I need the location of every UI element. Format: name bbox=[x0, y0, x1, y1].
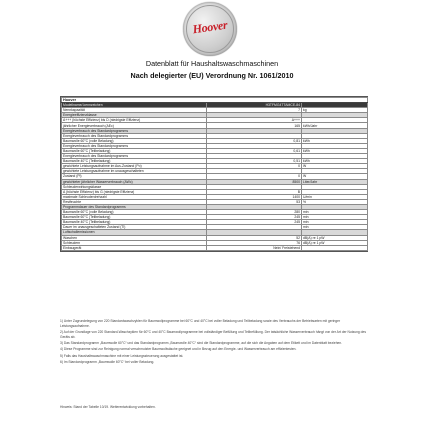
row-label: Schleuderwirkungsklasse bbox=[62, 184, 207, 189]
footnote: 1) Unter Zugrundelegung von 220 Standardwaschzyklen für Baumwollprogramme bei 60°C und 40°C bei voller Beladung und Teilbeladung sowie des Verbrauchs der Betriebsarten mit geringer Leistungsaufnahme. bbox=[60, 319, 341, 328]
row-unit: dB(A) re 1 pW bbox=[302, 235, 368, 240]
table-brand-label: Hoover bbox=[62, 98, 368, 103]
row-unit bbox=[302, 245, 368, 250]
row-label: jährlicher Energieverbrauch (AEc) bbox=[62, 123, 207, 128]
revision-note: Hinweis: Stand der Tabelle 10/19. Weiterentwicklung vorbehalten. bbox=[60, 405, 156, 409]
row-label: Baumwolle 40°C (Teilbeladung) bbox=[62, 220, 207, 225]
footnote: 5) Falls das Haushaltswaschmaschine mit einer Leistungssteuerung ausgestattet ist. bbox=[60, 353, 184, 358]
row-unit: kWh/Jahr bbox=[302, 123, 368, 128]
brand-logo-text: Hoover bbox=[191, 17, 229, 37]
row-label: Baumwolle 60°C (Teilbeladung) bbox=[62, 215, 207, 220]
row-value: B bbox=[207, 189, 302, 194]
row-label: maximale Schleuderdrehzahl bbox=[62, 194, 207, 199]
row-unit: kWh bbox=[302, 138, 368, 143]
row-label: Energieverbrauch des Standardprogramms bbox=[62, 128, 207, 133]
data-sheet-table bbox=[60, 96, 368, 252]
row-unit: kWh bbox=[302, 159, 368, 164]
row-value: 76 bbox=[207, 240, 302, 245]
row-label: Schleudern bbox=[62, 240, 207, 245]
row-label: A+++ (höchste Effizienz) bis D (niedrigste Effizienz) bbox=[62, 118, 207, 123]
row-unit: Liter/Jahr bbox=[302, 179, 368, 184]
footnote: 4) Diese Programme sind zur Reinigung normal verschmutzter Baumwollwäsche geeignet und in Bezug auf den Energie- und Wasserverbrauch am effizientesten. bbox=[60, 347, 297, 352]
row-label: Baumwolle 40°C (Teilbeladung) bbox=[62, 159, 207, 164]
row-label: Baumwolle 60°C (volle Beladung) bbox=[62, 138, 207, 143]
row-label: Nennkapazität bbox=[62, 108, 207, 113]
row-value: 52 bbox=[207, 235, 302, 240]
sheet-title: Datenblatt für Haushaltswaschmaschinen bbox=[145, 59, 279, 68]
row-value: 0,51 bbox=[207, 159, 302, 164]
row-label: Baumwolle 60°C (volle Beladung) bbox=[62, 210, 207, 215]
row-label: gewichtete Leistungsaufnahme im Aus-Zustand (Po) bbox=[62, 164, 207, 169]
row-value: 53 bbox=[207, 199, 302, 204]
row-value: 1400 bbox=[207, 194, 302, 199]
row-value: 245 bbox=[207, 215, 302, 220]
row-label: A (höchste Effizienz) bis G (niedrigste Effizienz) bbox=[62, 189, 207, 194]
row-value: Nein/ Freistehend bbox=[207, 245, 302, 250]
row-value: A+++ bbox=[207, 118, 302, 123]
row-label: Luftschallemissionen bbox=[62, 230, 207, 235]
row-unit: % bbox=[302, 199, 368, 204]
row-value: 0,61 bbox=[207, 148, 302, 153]
row-label: Zustand (Pl) bbox=[62, 174, 207, 179]
row-value: 165 bbox=[207, 123, 302, 128]
footnotes bbox=[60, 319, 368, 367]
row-value: 280 bbox=[207, 210, 302, 215]
regulation-subtitle: Nach delegierter (EU) Verordnung Nr. 1061/2010 bbox=[130, 71, 294, 80]
row-label: Modellname/-kennzeichen bbox=[62, 103, 207, 108]
row-value: 0,81 bbox=[207, 138, 302, 143]
row-label: Programmdauer des Standardprogramms bbox=[62, 204, 207, 209]
row-unit: min bbox=[302, 210, 368, 215]
row-label: Einbaugerät bbox=[62, 245, 207, 250]
row-unit: W bbox=[302, 164, 368, 169]
row-label: gewichtete Leistungsaufnahme im unausgeschalteten bbox=[62, 169, 207, 174]
row-value: 8500 bbox=[207, 179, 302, 184]
row-label: Energieverbrauch des Standardprogramms bbox=[62, 133, 207, 138]
row-unit: U/min bbox=[302, 194, 368, 199]
row-value: 0 bbox=[207, 174, 302, 179]
row-label: Energieeffizienzklasse bbox=[62, 113, 207, 118]
row-value: H3TFMG4TTAMCE-84 bbox=[207, 103, 302, 108]
row-unit: min bbox=[302, 220, 368, 225]
row-unit: min bbox=[302, 225, 368, 230]
footnote: 3) Das Standardprogramm „Baumwolle 60°C“ und das Standardprogramm „Baumwolle 40°C“ sind die Standardprogramme, auf die sich die Angaben auf dem Etikett und im Datenblatt beziehen. bbox=[60, 340, 343, 345]
row-unit: dB(A) re 1 pW bbox=[302, 240, 368, 245]
row-unit: min bbox=[302, 215, 368, 220]
row-value: 0 bbox=[207, 164, 302, 169]
row-unit: kg bbox=[302, 108, 368, 113]
row-label: Dauer im unausgeschalteten Zustand (Tl) bbox=[62, 225, 207, 230]
row-value: 245 bbox=[207, 220, 302, 225]
row-label: Waschen bbox=[62, 235, 207, 240]
row-value: 7 bbox=[207, 108, 302, 113]
footnote: 2) Auf der Grundlage von 220 Standard-Waschzyklen für 60°C und 40°C Baumwollprogramme bei vollständiger Befüllung und Teilbefüllung. Der tatsächliche Wasserverbrauch hängt von der Art der Nutzung des Geräts ab. bbox=[60, 329, 366, 339]
row-unit: W bbox=[302, 174, 368, 179]
row-label: Baumwolle 60°C (Teilbeladung) bbox=[62, 148, 207, 153]
row-label: gewichteter jährlicher Wasserverbrauch (AWc) bbox=[62, 179, 207, 184]
footnote: 6) Im Standardprogramm „Baumwolle 60°C“ bei voller Beladung. bbox=[60, 360, 155, 365]
row-label: Energieverbrauch des Standardprogramms bbox=[62, 154, 207, 159]
row-unit: kWh bbox=[302, 148, 368, 153]
table-row bbox=[62, 245, 368, 250]
row-label: Restfeuchte bbox=[62, 199, 207, 204]
row-label: Energieverbrauch des Standardprogramms bbox=[62, 143, 207, 148]
